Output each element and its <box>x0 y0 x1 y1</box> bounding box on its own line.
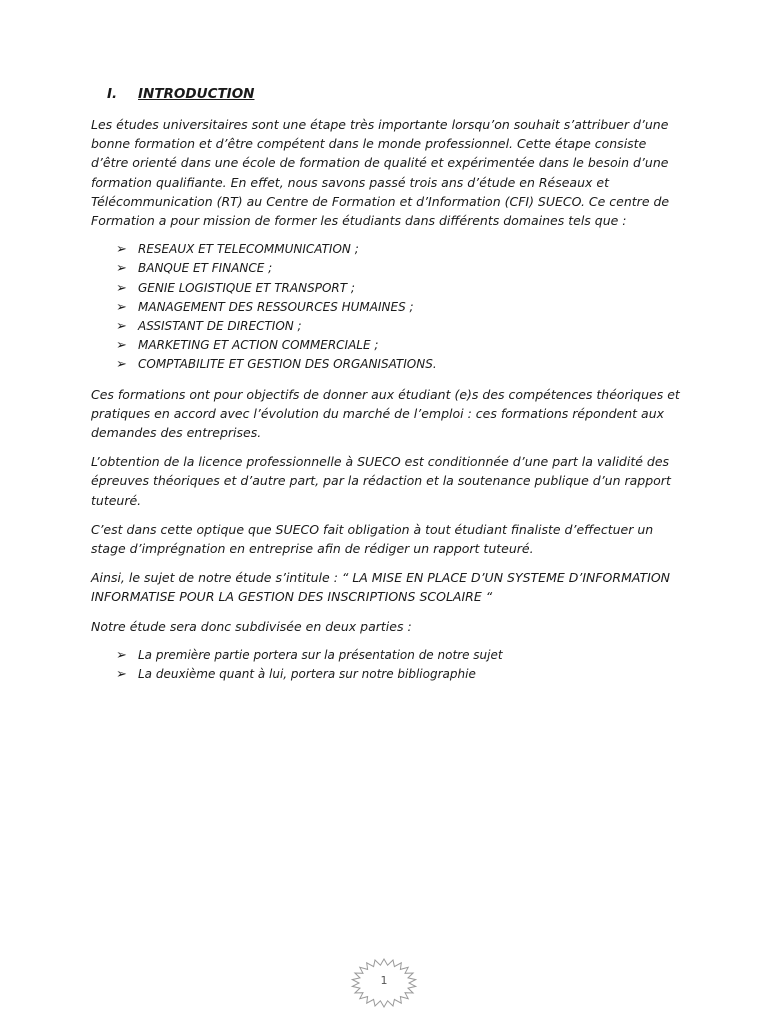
parts-intro-paragraph: Notre étude sera donc subdivisée en deux parties : <box>91 618 412 634</box>
list-item <box>116 646 681 665</box>
list-item-text: MARKETING ET ACTION COMMERCIALE ; <box>138 338 379 353</box>
arrowhead-bullet-icon: ➢ <box>116 280 127 296</box>
arrowhead-bullet-icon: ➢ <box>116 338 127 354</box>
arrowhead-bullet-icon: ➢ <box>116 299 127 315</box>
subject-paragraph: Ainsi, le sujet de notre étude s’intitule : “ LA MISE EN PLACE D’UN SYSTEME D’INFORMATION INFORMATISE POUR LA GESTION DES INSCRIPTIONS SCOLAIRE “ <box>91 570 671 605</box>
list-item <box>116 259 681 278</box>
section-heading <box>107 86 254 102</box>
list-item-text: RESEAUX ET TELECOMMUNICATION ; <box>138 242 359 257</box>
list-item-text: ASSISTANT DE DIRECTION ; <box>138 319 302 334</box>
section-title: INTRODUCTION <box>138 86 255 102</box>
arrowhead-bullet-icon: ➢ <box>116 667 127 683</box>
list-item-text: GENIE LOGISTIQUE ET TRANSPORT ; <box>138 280 355 295</box>
intro-paragraph: Les études universitaires sont une étape très importante lorsqu’on souhait s’attribuer d’une bonne formation et d’être compétent dans le monde professionnel. Cette étape consiste d’être orienté dans une école de formation de qualité et expérimentée dans le besoin d’une formation qualifiante. En effet, nous savons passé trois ans d’étude en Réseaux et Télécommunication (RT) au Centre de Formation et d’Information (CFI) SUECO. Ce centre de Formation a pour mission de former les étudiants dans différents domaines tels que : <box>91 117 670 229</box>
page-number-badge <box>350 957 418 1009</box>
parts-list <box>91 646 681 684</box>
arrowhead-bullet-icon: ➢ <box>116 242 127 258</box>
arrowhead-bullet-icon: ➢ <box>116 319 127 335</box>
objectives-paragraph: Ces formations ont pour objectifs de donner aux étudiant (e)s des compétences théoriques et pratiques en accord avec l’évolution du marché de l’emploi : ces formations répondent aux demandes des entreprises. <box>91 386 680 441</box>
list-item <box>116 665 681 684</box>
list-item <box>116 336 681 355</box>
page-number: 1 <box>380 974 388 987</box>
arrowhead-bullet-icon: ➢ <box>116 647 127 663</box>
licence-paragraph: L’obtention de la licence professionnelle à SUECO est conditionnée d’une part la validité des épreuves théoriques et d’autre part, par la rédaction et la soutenance publique d’un rapport tuteuré. <box>91 454 671 508</box>
internship-paragraph: C’est dans cette optique que SUECO fait obligation à tout étudiant finaliste d’effectuer un stage d’imprégnation en entreprise afin de rédiger un rapport tuteuré. <box>91 521 654 557</box>
domains-list <box>91 240 681 374</box>
list-item <box>116 240 681 259</box>
list-item <box>116 298 681 317</box>
list-item <box>116 355 681 374</box>
document-body <box>91 115 681 694</box>
list-item-text: MANAGEMENT DES RESSOURCES HUMAINES ; <box>138 299 414 314</box>
list-item <box>116 317 681 336</box>
list-item-text: COMPTABILITE ET GESTION DES ORGANISATIONS. <box>138 357 437 372</box>
list-item-text: La première partie portera sur la présentation de notre sujet <box>138 647 503 662</box>
list-item-text: La deuxième quant à lui, portera sur notre bibliographie <box>138 667 476 682</box>
arrowhead-bullet-icon: ➢ <box>116 261 127 277</box>
section-number: I. <box>107 86 118 102</box>
arrowhead-bullet-icon: ➢ <box>116 357 127 373</box>
list-item <box>116 279 681 298</box>
list-item-text: BANQUE ET FINANCE ; <box>138 261 273 276</box>
